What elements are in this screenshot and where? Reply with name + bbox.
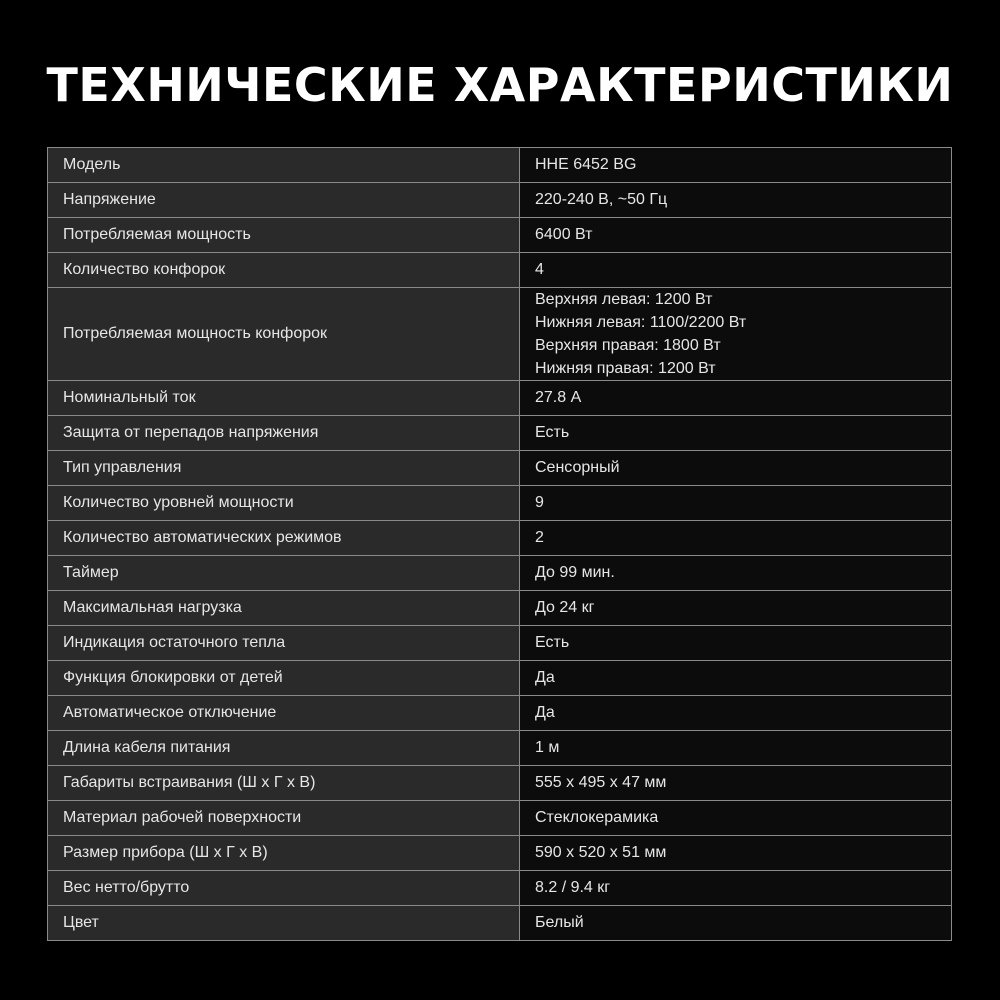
spec-value: 6400 Вт xyxy=(520,218,952,253)
table-row xyxy=(48,731,952,766)
spec-value: 555 х 495 х 47 мм xyxy=(520,766,952,801)
table-row xyxy=(48,253,952,288)
spec-value: До 24 кг xyxy=(520,591,952,626)
table-row xyxy=(48,801,952,836)
spec-value: 27.8 А xyxy=(520,381,952,416)
spec-label: Максимальная нагрузка xyxy=(48,591,520,626)
spec-value: 4 xyxy=(520,253,952,288)
table-row xyxy=(48,696,952,731)
spec-label: Индикация остаточного тепла xyxy=(48,626,520,661)
spec-value: 9 xyxy=(520,486,952,521)
spec-label: Вес нетто/брутто xyxy=(48,871,520,906)
burner-power-top-left: Верхняя левая: 1200 Вт xyxy=(535,291,713,308)
table-row xyxy=(48,416,952,451)
table-row xyxy=(48,288,952,381)
spec-label: Габариты встраивания (Ш х Г х В) xyxy=(48,766,520,801)
spec-label: Размер прибора (Ш х Г х В) xyxy=(48,836,520,871)
spec-value: 8.2 / 9.4 кг xyxy=(520,871,952,906)
spec-label: Модель xyxy=(48,148,520,183)
table-row xyxy=(48,451,952,486)
spec-value: Сенсорный xyxy=(520,451,952,486)
spec-value: До 99 мин. xyxy=(520,556,952,591)
spec-value: Да xyxy=(520,661,952,696)
burner-power-bottom-right: Нижняя правая: 1200 Вт xyxy=(535,360,716,377)
spec-value: Стеклокерамика xyxy=(520,801,952,836)
spec-label: Функция блокировки от детей xyxy=(48,661,520,696)
table-row xyxy=(48,766,952,801)
spec-value-multiline xyxy=(520,288,952,381)
spec-value: Есть xyxy=(520,416,952,451)
spec-value: 220-240 В, ~50 Гц xyxy=(520,183,952,218)
spec-label: Тип управления xyxy=(48,451,520,486)
spec-value: HHE 6452 BG xyxy=(520,148,952,183)
spec-value: Белый xyxy=(520,906,952,941)
table-row xyxy=(48,661,952,696)
table-row xyxy=(48,556,952,591)
spec-value: 590 х 520 х 51 мм xyxy=(520,836,952,871)
table-row xyxy=(48,218,952,253)
spec-value: 1 м xyxy=(520,731,952,766)
table-row xyxy=(48,521,952,556)
spec-label: Цвет xyxy=(48,906,520,941)
spec-label: Длина кабеля питания xyxy=(48,731,520,766)
table-row xyxy=(48,626,952,661)
table-row xyxy=(48,871,952,906)
table-row xyxy=(48,148,952,183)
spec-value: Да xyxy=(520,696,952,731)
spec-label: Напряжение xyxy=(48,183,520,218)
table-row xyxy=(48,906,952,941)
spec-label: Количество конфорок xyxy=(48,253,520,288)
spec-label: Защита от перепадов напряжения xyxy=(48,416,520,451)
spec-label: Потребляемая мощность xyxy=(48,218,520,253)
spec-label: Таймер xyxy=(48,556,520,591)
table-row xyxy=(48,836,952,871)
burner-power-top-right: Верхняя правая: 1800 Вт xyxy=(535,337,721,354)
table-row xyxy=(48,381,952,416)
spec-label: Количество уровней мощности xyxy=(48,486,520,521)
burner-power-bottom-left: Нижняя левая: 1100/2200 Вт xyxy=(535,314,747,331)
page-title: ТЕХНИЧЕСКИЕ ХАРАКТЕРИСТИКИ xyxy=(46,58,954,112)
spec-label: Номинальный ток xyxy=(48,381,520,416)
specifications-table xyxy=(47,147,952,941)
table-row xyxy=(48,591,952,626)
spec-label: Автоматическое отключение xyxy=(48,696,520,731)
spec-label: Количество автоматических режимов xyxy=(48,521,520,556)
table-row xyxy=(48,183,952,218)
spec-value: Есть xyxy=(520,626,952,661)
table-row xyxy=(48,486,952,521)
spec-label: Материал рабочей поверхности xyxy=(48,801,520,836)
spec-label: Потребляемая мощность конфорок xyxy=(48,288,520,381)
spec-value: 2 xyxy=(520,521,952,556)
